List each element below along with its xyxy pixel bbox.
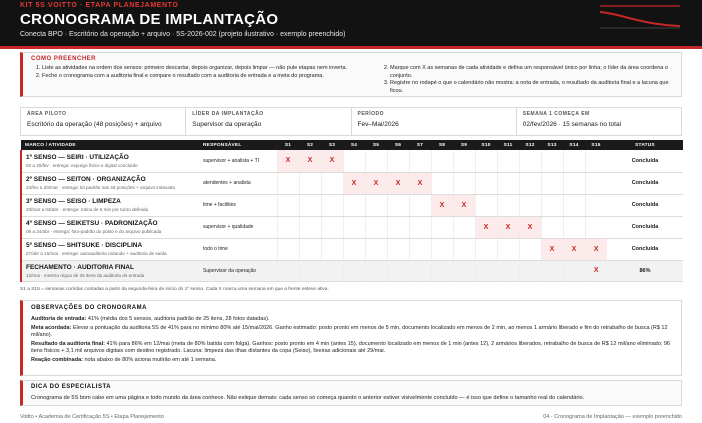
observation-line — [31, 341, 676, 356]
week-cell — [299, 260, 321, 281]
column-header-responsible: RESPONSÁVEL — [199, 140, 277, 150]
week-cell — [475, 260, 497, 281]
responsible-cell: supervisor + qualidade — [199, 216, 277, 238]
week-cell — [431, 150, 453, 172]
week-cell — [453, 150, 475, 172]
observations-heading: OBSERVAÇÕES DO CRONOGRAMA — [31, 305, 147, 311]
week-mark-cell: X — [563, 238, 585, 260]
week-cell — [519, 260, 541, 281]
week-cell — [453, 172, 475, 194]
observation-text: 41% (média dos 5 sensos, auditoria padrão de 25 itens, 28 fotos datadas). — [87, 316, 270, 322]
how-to-step: 1. Liste as atividades na ordem dos sensos: primeiro descartar, depois organizar, depois limpar — não pule etapas nem inverta. — [42, 65, 361, 73]
week-mark-cell: X — [475, 216, 497, 238]
week-cell — [365, 260, 387, 281]
week-cell — [321, 260, 343, 281]
week-cell — [387, 238, 409, 260]
week-mark-cell: X — [453, 194, 475, 216]
table-row — [21, 260, 683, 281]
info-value: Supervisor da operação — [192, 121, 262, 128]
week-mark-cell: X — [365, 172, 387, 194]
status-cell: Concluída — [607, 150, 683, 172]
week-mark-cell: X — [387, 172, 409, 194]
week-cell — [387, 194, 409, 216]
week-cell — [585, 172, 607, 194]
info-cell-leader — [186, 108, 351, 135]
responsible-cell: atendentes + analista — [199, 172, 277, 194]
header-kicker: KIT 5S VOITTO · ETAPA PLANEJAMENTO — [20, 2, 179, 9]
week-cell — [277, 194, 299, 216]
week-mark-cell: X — [585, 238, 607, 260]
week-cell — [563, 216, 585, 238]
week-cell — [299, 194, 321, 216]
phase-cell — [21, 150, 199, 172]
column-header-week: S3 — [321, 140, 343, 150]
week-cell — [431, 172, 453, 194]
column-header-week: S5 — [365, 140, 387, 150]
info-label: LÍDER DA IMPLANTAÇÃO — [192, 111, 264, 117]
week-cell — [431, 238, 453, 260]
week-cell — [541, 260, 563, 281]
week-cell — [387, 260, 409, 281]
week-cell — [343, 150, 365, 172]
info-value: Escritório da operação (48 posições) + arquivo — [27, 121, 162, 128]
week-cell — [387, 150, 409, 172]
week-cell — [343, 238, 365, 260]
how-to-list-right — [379, 65, 679, 95]
phase-name: 3º SENSO — SEISO · LIMPEZA — [26, 198, 121, 205]
status-cell: 86% — [607, 260, 683, 281]
week-cell — [453, 260, 475, 281]
week-cell — [519, 238, 541, 260]
footer-right: 04 · Cronograma de Implantação — exemplo preenchido — [543, 414, 682, 420]
week-cell — [409, 150, 431, 172]
week-cell — [343, 216, 365, 238]
week-cell — [563, 172, 585, 194]
phase-name: 5º SENSO — SHITSUKE · DISCIPLINA — [26, 242, 143, 249]
table-footnote: S1 a S15 = semanas corridas contadas a partir da segunda-feira de início do 1º senso. Cada X marca uma semana em que a frente esteve ativa. — [20, 287, 329, 292]
phase-detail: 23/fev a 20/mar · entrega: kit padrão nas 48 posições + arquivo indexado — [26, 185, 176, 190]
week-cell — [277, 238, 299, 260]
status-cell: Concluída — [607, 216, 683, 238]
week-cell — [541, 216, 563, 238]
column-header-week: S15 — [585, 140, 607, 150]
column-header-week: S11 — [497, 140, 519, 150]
info-cell-start — [517, 108, 681, 135]
phase-cell — [21, 194, 199, 216]
responsible-cell: time + facilities — [199, 194, 277, 216]
column-header-week: S8 — [431, 140, 453, 150]
trend-line-graphic — [598, 4, 682, 40]
column-header-week: S2 — [299, 140, 321, 150]
week-mark-cell: X — [541, 238, 563, 260]
observations-box — [20, 300, 682, 376]
how-to-step: 2. Marque com X as semanas de cada atividade e defina um responsável único por linha; o líder da área coordena o conjunto. — [390, 65, 679, 80]
week-cell — [519, 172, 541, 194]
observation-line — [31, 316, 676, 324]
column-header-week: S9 — [453, 140, 475, 150]
phase-detail: 12/mai · mesma régua de 25 itens da auditoria de entrada — [26, 272, 145, 278]
week-cell — [365, 216, 387, 238]
phase-name: 1º SENSO — SEIRI · UTILIZAÇÃO — [26, 153, 129, 161]
phase-cell — [21, 260, 199, 281]
responsible-cell: supervisor + analista + TI — [199, 150, 277, 172]
week-mark-cell: X — [431, 194, 453, 216]
column-header-status: STATUS — [607, 140, 683, 150]
expert-tip-box — [20, 380, 682, 406]
week-cell — [475, 150, 497, 172]
how-to-fill-box — [20, 52, 682, 97]
status-cell: Concluída — [607, 238, 683, 260]
phase-name: FECHAMENTO · AUDITORIA FINAL — [26, 263, 134, 271]
week-cell — [497, 172, 519, 194]
week-cell — [299, 172, 321, 194]
responsible-cell: todo o time — [199, 238, 277, 260]
week-cell — [475, 172, 497, 194]
info-value: Fev–Mai/2026 — [357, 121, 399, 128]
page-header — [0, 0, 702, 46]
week-cell — [321, 194, 343, 216]
column-header-week: S14 — [563, 140, 585, 150]
tip-heading: DICA DO ESPECIALISTA — [31, 384, 112, 390]
tip-text: Cronograma de 5S bom cabe em uma página e todo mundo da área conhece. Não estique demais: cada senso só começa quando o anterior estiver visivelmente concluído — é isso que define o tamanho real do calendário. — [31, 395, 585, 401]
week-mark-cell: X — [519, 216, 541, 238]
week-cell — [519, 150, 541, 172]
schedule-table — [20, 140, 683, 282]
week-cell — [409, 238, 431, 260]
week-cell — [365, 194, 387, 216]
week-cell — [299, 238, 321, 260]
observation-label: Reação combinada: — [31, 356, 83, 363]
week-cell — [541, 172, 563, 194]
column-header-week: S1 — [277, 140, 299, 150]
week-cell — [585, 194, 607, 216]
week-cell — [475, 238, 497, 260]
week-cell — [585, 150, 607, 172]
phase-cell — [21, 238, 199, 260]
phase-name: 2º SENSO — SEITON · ORGANIZAÇÃO — [26, 176, 146, 183]
column-header-week: S13 — [541, 140, 563, 150]
info-label: SEMANA 1 COMEÇA EM — [522, 111, 590, 117]
week-cell — [563, 194, 585, 216]
phase-detail: 27/abr a 15/mai · entrega: autoauditoria rodando + auditoria de saída — [26, 251, 167, 256]
week-cell — [453, 238, 475, 260]
responsible-cell: Supervisor da operação — [199, 260, 277, 281]
table-row — [21, 150, 683, 172]
week-cell — [519, 194, 541, 216]
phase-detail: 06 a 24/abr · entrega: foto-padrão do posto e do arquivo publicada — [26, 229, 162, 234]
footer-left: Voitto • Academia de Certificação 5S • Etapa Planejamento — [20, 414, 164, 420]
week-cell — [299, 216, 321, 238]
week-cell — [497, 194, 519, 216]
week-cell — [431, 260, 453, 281]
week-cell — [343, 260, 365, 281]
column-header-week: S7 — [409, 140, 431, 150]
week-mark-cell: X — [343, 172, 365, 194]
week-cell — [343, 194, 365, 216]
how-to-list-left — [31, 65, 361, 80]
observation-label: Meta acordada: — [31, 324, 72, 331]
phase-detail: 02 a 20/fev · entrega: expurgo físico e digital concluído — [26, 162, 138, 168]
column-header-week: S12 — [519, 140, 541, 150]
week-mark-cell: X — [277, 150, 299, 172]
week-mark-cell: X — [409, 172, 431, 194]
week-cell — [277, 260, 299, 281]
week-cell — [277, 216, 299, 238]
info-value: 02/fev/2026 · 15 semanas no total — [522, 121, 622, 128]
observation-label: Resultado da auditoria final: — [31, 340, 105, 347]
project-info-row — [20, 107, 682, 136]
week-cell — [387, 216, 409, 238]
week-cell — [365, 238, 387, 260]
week-cell — [563, 260, 585, 281]
info-label: PERÍODO — [357, 111, 385, 117]
week-cell — [475, 194, 497, 216]
observation-text: nota abaixo de 80% aciona mutirão em até 1 semana. — [84, 356, 217, 363]
week-cell — [409, 216, 431, 238]
page-subtitle: Conecta BPO · Escritório da operação + arquivo · 5S-2026-002 (projeto ilustrativo · exemplo preenchido) — [20, 31, 346, 38]
column-header-phase: MARCO / ATIVIDADE — [21, 140, 199, 150]
week-cell — [585, 216, 607, 238]
week-cell — [409, 194, 431, 216]
phase-cell — [21, 216, 199, 238]
status-cell: Concluída — [607, 172, 683, 194]
week-cell — [365, 150, 387, 172]
column-header-week: S4 — [343, 140, 365, 150]
how-to-step: 2. Feche o cronograma com a auditoria final e compare o resultado com a auditoria de entrada e a meta do programa. — [42, 73, 361, 81]
info-label: ÁREA PILOTO — [27, 111, 67, 117]
week-cell — [541, 150, 563, 172]
how-to-step: 3. Registre no rodapé o que o calendário não mostra: a nota de entrada, o resultado da auditoria final e a lacuna que ficou. — [390, 80, 679, 95]
week-cell — [321, 238, 343, 260]
page-title: CRONOGRAMA DE IMPLANTAÇÃO — [20, 11, 279, 28]
observation-line — [31, 325, 676, 340]
week-mark-cell: X — [299, 150, 321, 172]
observation-text: Elevar a pontuação da auditoria 5S de 41% para no mínimo 80% até 15/mai/2026. Ganho estimado: posto pronto em menos de 5 min, documento localizado em menos de 2 min, ao menos 1 armário liberado e fim do retrabalho de busca (R$ 12 mil/ano). — [31, 324, 668, 338]
week-cell — [277, 172, 299, 194]
observation-label: Auditoria de entrada: — [31, 316, 87, 322]
week-cell — [497, 150, 519, 172]
week-cell — [431, 216, 453, 238]
info-cell-area — [21, 108, 186, 135]
info-cell-period — [352, 108, 517, 135]
week-cell — [541, 194, 563, 216]
table-row — [21, 216, 683, 238]
week-cell — [497, 260, 519, 281]
week-cell — [453, 216, 475, 238]
column-header-week: S10 — [475, 140, 497, 150]
week-cell — [409, 260, 431, 281]
week-cell — [497, 238, 519, 260]
week-cell — [321, 172, 343, 194]
table-row — [21, 238, 683, 260]
table-row — [21, 172, 683, 194]
week-mark-cell: X — [321, 150, 343, 172]
header-accent-bar — [0, 46, 702, 49]
observations-body — [31, 316, 676, 365]
status-cell: Concluída — [607, 194, 683, 216]
week-cell — [563, 150, 585, 172]
table-header-row — [21, 140, 683, 150]
column-header-week: S6 — [387, 140, 409, 150]
table-row — [21, 194, 683, 216]
how-to-heading: COMO PREENCHER — [31, 56, 97, 62]
phase-detail: 23/mar a 03/abr · entrega: rotina de 5 min por turno definida — [26, 207, 149, 212]
phase-name: 4º SENSO — SEIKETSU · PADRONIZAÇÃO — [26, 220, 158, 227]
phase-cell — [21, 172, 199, 194]
week-mark-cell: X — [497, 216, 519, 238]
observation-text: 41% para 86% em 12/mai (meta de 80% batida com folga). Ganhos: posto pronto em 4 min (antes 15), documento localizado em menos de 1 min (antes 12), 2 armários liberados, retrabalho de busca de R$ 12 mil/ano eliminado; 96 itens físicos + 3,1 mil arquivos digitais com destino registrado. Lacuna: limpeza das ilhas distantes da copa (Seiso), lixeiras adicionais até 29/mai. — [31, 340, 670, 354]
table-body — [21, 150, 683, 281]
week-cell — [321, 216, 343, 238]
week-mark-cell: X — [585, 260, 607, 281]
observation-line — [31, 357, 676, 365]
